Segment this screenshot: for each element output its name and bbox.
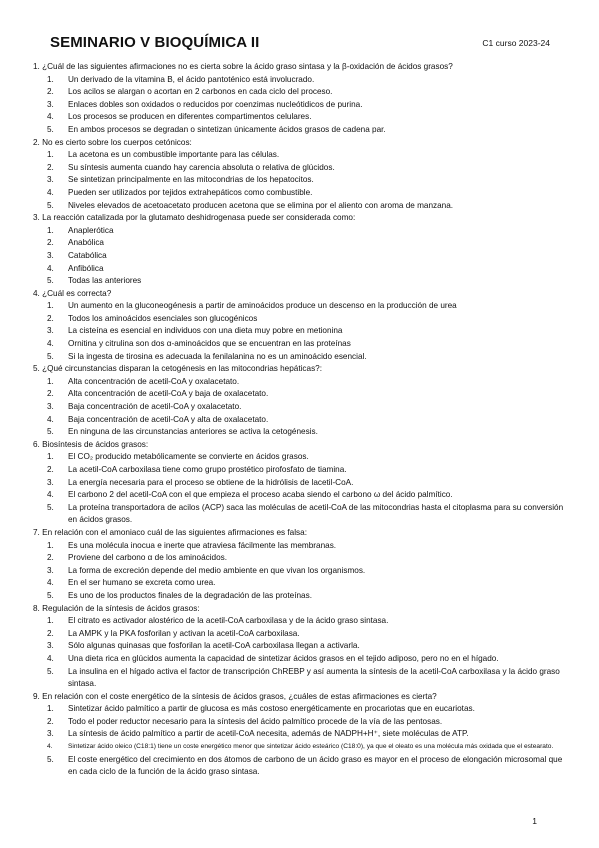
option-number: 4. [47, 743, 53, 751]
option-list [33, 376, 567, 439]
option-number: 3. [47, 477, 54, 487]
option-item [33, 477, 567, 490]
option-item [33, 174, 567, 187]
option-text: En ambos procesos se degradan o sintetizan únicamente ácidos grasos de cadena par. [68, 124, 386, 134]
option-text: Alta concentración de acetil-CoA y baja de oxalacetato. [68, 389, 269, 399]
question-stem: 3. La reacción catalizada por la glutamato deshidrogenasa puede ser considerada como: [33, 213, 356, 223]
option-number: 3. [47, 99, 54, 109]
option-item [33, 451, 567, 464]
question-stem: 1. ¿Cuál de las siguientes afirmaciones no es cierta sobre la ácido graso sintasa y la β-oxidación de ácidos grasos? [33, 62, 453, 71]
option-number: 3. [47, 250, 54, 260]
option-item [33, 325, 567, 338]
option-number: 2. [47, 465, 54, 474]
question-9 [33, 691, 567, 779]
option-item [33, 351, 567, 364]
option-text: La AMPK y la PKA fosforilan y activan la acetil-CoA carboxilasa. [68, 628, 300, 638]
option-number: 3. [47, 729, 54, 739]
option-text: Es uno de los productos finales de la degradación de las proteínas. [68, 590, 312, 600]
option-text: El carbono 2 del acetil-CoA con el que empieza el proceso acaba siendo el carbono ω del ácido palmítico. [68, 490, 453, 500]
option-item [33, 225, 567, 238]
option-item [33, 388, 567, 401]
page-number: 1 [532, 816, 537, 826]
option-text: El CO₂ producido metabólicamente se convierte en ácidos grasos. [68, 452, 309, 462]
option-item [33, 200, 567, 213]
option-text: Es una molécula inocua e inerte que atraviesa fácilmente las membranas. [68, 540, 337, 550]
option-item [33, 716, 567, 729]
option-list [33, 300, 567, 363]
option-text: Ornitina y citrulina son dos α-aminoácidos que se encuentran en las proteínas [68, 339, 351, 349]
option-text: La cisteína es esencial en individuos con una dieta muy pobre en metionina [68, 326, 343, 336]
option-item [33, 401, 567, 414]
option-item [33, 149, 567, 162]
option-item [33, 111, 567, 124]
option-number: 2. [47, 553, 54, 563]
question-stem: 2. No es cierto sobre los cuerpos cetónicos: [33, 137, 192, 147]
option-text: Anaplerótica [68, 225, 114, 235]
option-number: 1. [47, 74, 54, 84]
question-1 [33, 61, 567, 137]
option-text: La insulina en el hígado activa el factor de transcripción ChREBP y así aumenta la síntesis de la acetil-CoA carboxilasa y la ácido graso sintasa. [68, 666, 560, 689]
option-number: 2. [47, 313, 54, 323]
option-text: El coste energético del crecimiento en dos átomos de carbono de un ácido graso es mayor en el proceso de elongación microsomal que en cada ciclo de la función de la ácido graso sintasa. [68, 754, 563, 777]
option-number: 5. [47, 502, 54, 512]
option-text: La síntesis de ácido palmítico a partir de acetil-CoA necesita, además de NADPH+H⁺, siete moléculas de ATP. [68, 729, 469, 739]
option-number: 5. [47, 754, 54, 764]
question-4 [33, 288, 567, 364]
option-number: 5. [47, 200, 54, 210]
option-number: 4. [47, 112, 54, 122]
question-stem: 8. Regulación de la síntesis de ácidos grasos: [33, 603, 200, 613]
option-number: 3. [47, 641, 54, 651]
option-text: Anabólica [68, 238, 104, 248]
option-item [33, 338, 567, 351]
option-item [33, 653, 567, 666]
option-item [33, 124, 567, 137]
option-number: 2. [47, 162, 54, 172]
question-stem: 6. Biosíntesis de ácidos grasos: [33, 439, 149, 449]
option-text: Todas las anteriores [68, 276, 142, 286]
option-item [33, 237, 567, 250]
course-label: C1 curso 2023-24 [482, 38, 550, 48]
option-list [33, 703, 567, 779]
option-text: La acetona es un combustible importante para las células. [68, 150, 280, 160]
option-item [33, 489, 567, 502]
option-item [33, 628, 567, 641]
option-item [33, 275, 567, 288]
option-item [33, 640, 567, 653]
option-text: Todo el poder reductor necesario para la síntesis del ácido palmítico procede de la vía de las pentosas. [68, 716, 443, 726]
option-text: Los procesos se producen en diferentes compartimentos celulares. [68, 112, 312, 122]
option-item [33, 86, 567, 99]
option-item [33, 187, 567, 200]
page-title: SEMINARIO V BIOQUÍMICA II [50, 34, 260, 51]
option-text: La acetil-CoA carboxilasa tiene como grupo prostético pirofosfato de tiamina. [68, 465, 347, 474]
option-item [33, 313, 567, 326]
question-list [33, 61, 567, 779]
option-number: 3. [47, 175, 54, 185]
option-text: En ninguna de las circunstancias anteriores se activa la cetogénesis. [68, 427, 318, 437]
option-item [33, 565, 567, 578]
option-item [33, 414, 567, 427]
option-number: 4. [47, 578, 54, 588]
option-number: 4. [47, 653, 54, 663]
option-text: Pueden ser utilizados por tejidos extrahepáticos como combustible. [68, 187, 313, 197]
option-number: 4. [47, 263, 54, 273]
option-number: 5. [47, 124, 54, 134]
option-item [33, 666, 567, 691]
option-number: 2. [47, 389, 54, 399]
option-number: 3. [47, 565, 54, 575]
option-list [33, 225, 567, 288]
option-list [33, 540, 567, 603]
question-8 [33, 603, 567, 691]
option-text: La energía necesaria para el proceso se obtiene de la hidrólisis de lacetil-CoA. [68, 477, 354, 487]
option-number: 2. [47, 716, 54, 726]
option-number: 1. [47, 616, 54, 626]
option-number: 5. [47, 427, 54, 437]
option-item [33, 376, 567, 389]
option-item [33, 540, 567, 553]
option-item [33, 590, 567, 603]
option-item [33, 250, 567, 263]
question-5 [33, 363, 567, 439]
option-item [33, 300, 567, 313]
option-number: 1. [47, 301, 54, 311]
option-item [33, 502, 567, 527]
option-list [33, 74, 567, 137]
option-item [33, 741, 567, 754]
option-number: 2. [47, 238, 54, 248]
option-text: Proviene del carbono α de los aminoácidos. [68, 553, 228, 563]
question-stem: 7. En relación con el amoniaco cuál de las siguientes afirmaciones es falsa: [33, 527, 307, 537]
option-number: 2. [47, 87, 54, 97]
option-number: 4. [47, 339, 54, 349]
option-item [33, 74, 567, 87]
option-item [33, 615, 567, 628]
option-list [33, 451, 567, 527]
option-text: Una dieta rica en glúcidos aumenta la capacidad de sintetizar ácidos grasos en el tejido adiposo, pero no en el hígado. [68, 653, 499, 663]
option-text: Niveles elevados de acetoacetato producen acetona que se elimina por el aliento con aroma de manzana. [68, 200, 454, 210]
option-item [33, 552, 567, 565]
option-number: 3. [47, 326, 54, 336]
option-item [33, 754, 567, 779]
option-text: Baja concentración de acetil-CoA y alta de oxalacetato. [68, 414, 269, 424]
option-item [33, 728, 567, 741]
question-2 [33, 137, 567, 213]
option-item [33, 99, 567, 112]
option-text: Su síntesis aumenta cuando hay carencia absoluta o relativa de glúcidos. [68, 162, 335, 172]
option-text: El citrato es activador alostérico de la acetil-CoA carboxilasa y de la ácido graso sintasa. [68, 616, 389, 626]
option-text: Los acilos se alargan o acortan en 2 carbonos en cada ciclo del proceso. [68, 87, 333, 97]
option-number: 5. [47, 351, 54, 361]
option-text: Sólo algunas quinasas que fosforilan la acetil-CoA carboxilasa llegan a activarla. [68, 641, 360, 651]
option-item [33, 426, 567, 439]
option-text: Baja concentración de acetil-CoA y oxalacetato. [68, 402, 242, 412]
option-text: Un aumento en la gluconeogénesis a partir de aminoácidos produce un descenso en la producción de urea [68, 301, 457, 311]
option-text: Un derivado de la vitamina B, el ácido pantoténico está involucrado. [68, 74, 315, 84]
question-3 [33, 212, 567, 288]
option-text: Todos los aminoácidos esenciales son glucogénicos [68, 313, 258, 323]
option-text: Se sintetizan principalmente en las mitocondrias de los hepatocitos. [68, 175, 314, 185]
option-number: 5. [47, 590, 54, 600]
option-item [33, 577, 567, 590]
option-item [33, 703, 567, 716]
option-number: 2. [47, 628, 54, 638]
option-item [33, 464, 567, 477]
question-stem: 4. ¿Cuál es correcta? [33, 288, 112, 298]
option-text: Catabólica [68, 250, 107, 260]
option-text: Anfibólica [68, 263, 104, 273]
question-stem: 9. En relación con el coste energético de la síntesis de ácidos grasos, ¿cuáles de estas afirmaciones es cierta? [33, 691, 437, 701]
option-number: 1. [47, 225, 54, 235]
option-number: 1. [47, 150, 54, 160]
option-number: 1. [47, 452, 54, 462]
option-item [33, 162, 567, 175]
question-7 [33, 527, 567, 603]
option-text: La proteína transportadora de acilos (ACP) saca las moléculas de acetil-CoA de las mitocondrias hasta el citoplasma para su conversión en ácidos grasos. [68, 502, 564, 525]
option-text: En el ser humano se excreta como urea. [68, 578, 216, 588]
option-number: 1. [47, 704, 54, 714]
option-item [33, 263, 567, 276]
header [50, 34, 550, 54]
option-number: 4. [47, 490, 54, 500]
option-text: Enlaces dobles son oxidados o reducidos por coenzimas nucleótidicos de purina. [68, 99, 363, 109]
option-number: 3. [47, 402, 54, 412]
question-6 [33, 439, 567, 527]
option-list [33, 615, 567, 691]
option-text: Sintetizar ácido oleico (C18:1) tiene un coste energético menor que sintetizar ácido esteárico (C18:0), ya que el oleato es una molécula más oxidada que el estearato. [68, 743, 554, 751]
option-list [33, 149, 567, 212]
option-number: 1. [47, 376, 54, 386]
option-text: Sintetizar ácido palmítico a partir de glucosa es más costoso energéticamente en procariotas que en eucariotas. [68, 704, 475, 714]
option-number: 4. [47, 187, 54, 197]
option-text: Si la ingesta de tirosina es adecuada la fenilalanina no es un aminoácido esencial. [68, 351, 367, 361]
option-text: Alta concentración de acetil-CoA y oxalacetato. [68, 376, 240, 386]
question-stem: 5. ¿Qué circunstancias disparan la cetogénesis en las mitocondrias hepáticas?: [33, 364, 322, 374]
option-text: La forma de excreción depende del medio ambiente en que vivan los organismos. [68, 565, 366, 575]
option-number: 4. [47, 414, 54, 424]
option-number: 5. [47, 666, 54, 676]
option-number: 5. [47, 276, 54, 286]
option-number: 1. [47, 540, 54, 550]
